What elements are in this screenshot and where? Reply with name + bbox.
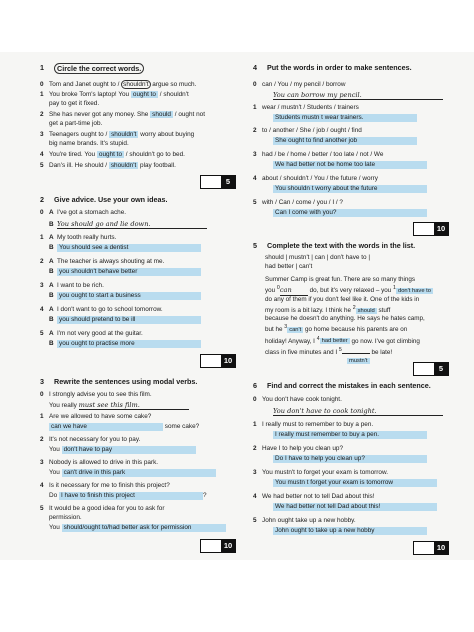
ex4-answer [273, 114, 417, 122]
gap-5[interactable]: mustn't [349, 358, 368, 365]
ex4-item: 5 with / Can / come / you / I / ? [253, 199, 343, 206]
ex1-item: 0 Tom and Janet ought to / shouldn't argue so much. [40, 81, 197, 88]
ex6-score: 10 [434, 542, 448, 554]
ex6-item: 0 You don't have cook tonight. [253, 396, 342, 403]
ex6-item: 1 I really must to remember to buy a pen. [253, 421, 374, 428]
ex3-item: 0 I strongly advise you to see this film. [40, 391, 152, 398]
gap-4[interactable]: had better [321, 337, 348, 344]
ex2-item: 4 A I don't want to go to school tomorrow. [40, 306, 163, 313]
answer-field[interactable]: She ought to find another job [273, 137, 417, 145]
ex2-answer: B you ought to start a business [40, 292, 201, 300]
ex3-answer: can we have some cake? [51, 423, 200, 430]
ex1-score: 5 [221, 176, 235, 188]
ex1-item: 1 You broke Tom's laptop! You ought to / shouldn't [40, 91, 189, 98]
circled-answer[interactable]: shouldn't [110, 162, 137, 169]
ex6-score-box [413, 541, 449, 555]
ex1-item: 2 She has never got any money. She should / ought not [40, 111, 205, 118]
answer-field[interactable]: you should pretend to be ill [57, 316, 201, 324]
ex4-title: Put the words in order to make sentences. [267, 63, 412, 72]
text-line: class in five minutes and I $^5$ be late! [265, 346, 393, 356]
ex5-heading [253, 241, 415, 250]
answer-field[interactable]: I really must remember to buy a pen. [273, 431, 427, 439]
ex2-score: 10 [221, 355, 235, 367]
answer-field[interactable]: Do I have to help you clean up? [273, 455, 427, 463]
ex2-heading [40, 195, 167, 204]
ex4-item: 4 about / shouldn't / You / the future / worry [253, 175, 378, 182]
ex2-item: 3 A I want to be rich. [40, 282, 104, 289]
ex6-item: 4 We had better not to tell Dad about this! [253, 493, 375, 500]
ex3-title: Rewrite the sentences using modal verbs. [54, 377, 198, 386]
ex2-number: 2 [40, 195, 44, 204]
ex4-score: 10 [434, 223, 448, 235]
ex3-answer: Do I have to finish this project ? [49, 492, 207, 499]
ex4-answer [273, 137, 417, 145]
ex1-title: Circle the correct words. [54, 63, 144, 74]
answer-field[interactable]: John ought to take up a new hobby [273, 527, 427, 535]
ex3-answer: You should/ought to/had better ask for permission [49, 524, 226, 532]
ex2-item: 1 A My tooth really hurts. [40, 234, 117, 241]
circled-answer[interactable]: shouldn't [123, 81, 149, 88]
ex3-item: 1 Are we allowed to have some cake? [40, 413, 152, 420]
answer-field[interactable]: you ought to practise more [57, 340, 201, 348]
ex3-number: 3 [40, 377, 44, 386]
ex2-item: 2 A The teacher is always shouting at me. [40, 258, 165, 265]
ex6-title: Find and correct the mistakes in each sentence. [267, 381, 431, 390]
ex2-title: Give advice. Use your own ideas. [54, 195, 168, 204]
ex6-item: 5 John ought take up a new hobby. [253, 517, 356, 524]
text-line: you $^0$can do, but it's very relaxed – you $^1$ don't have to [265, 285, 431, 295]
ex2-answer: B You should go and lie down. [40, 220, 207, 229]
ex6-item: 2 Have I to help you clean up? [253, 445, 344, 452]
answer-field[interactable]: Students mustn t wear trainers. [273, 114, 417, 122]
ex2-item: 5 A I'm not very good at the guitar. [40, 330, 143, 337]
ex1-item: 3 Teenagers ought to / shouldn't worry about buying [40, 131, 195, 138]
ex3-score: 10 [221, 540, 235, 552]
ex6-item: 3 You mustn't to forget your exam is tomorrow. [253, 469, 389, 476]
text-line: but he $^3$can't go home because his parents are on [265, 324, 408, 334]
ex3-answer: You can't drive in this park [49, 469, 216, 477]
word-list: should | mustn't | can | don't have to | [265, 254, 370, 261]
ex4-heading [253, 63, 412, 72]
ex3-answer: You don't have to pay [49, 446, 196, 454]
ex1-item-cont: pay to get it fixed. [49, 100, 100, 107]
ex1-score-box [200, 175, 236, 189]
ex4-item: 2 to / another / She / job / ought / find [253, 127, 362, 134]
ex6-answer [273, 527, 427, 535]
ex4-item: 3 had / be / home / better / too late / not / We [253, 151, 384, 158]
ex1-item-cont: get a part-time job. [49, 120, 103, 127]
ex4-number: 4 [253, 63, 257, 72]
ex2-answer: B you ought to practise more [40, 340, 201, 348]
ex2-score-box [200, 354, 236, 368]
text-line: do any of them if you don't feel like it. One of the kids in [265, 295, 420, 303]
ex1-item-cont: big name brands. It's stupid. [49, 140, 129, 147]
ex6-answer: You don't have to cook tonight. [273, 407, 443, 416]
answer-field[interactable]: don't have to pay [62, 446, 196, 454]
answer-field[interactable]: you shouldn't behave better [57, 268, 201, 276]
ex4-answer [273, 209, 427, 217]
gap-1[interactable]: don't have to [397, 287, 431, 294]
ex4-answer: You can borrow my pencil. [273, 91, 443, 100]
gap-0: can [280, 286, 308, 295]
ex6-answer [273, 431, 427, 439]
ex3-heading [40, 377, 197, 386]
answer-field[interactable]: you ought to start a business [57, 292, 201, 300]
ex4-score-box [413, 222, 449, 236]
ex4-answer [273, 185, 427, 193]
gap-3[interactable]: can't [289, 327, 302, 334]
ex2-answer: B You should see a dentist [40, 244, 201, 252]
ex3-item: 2 It's not necessary for you to pay. [40, 436, 141, 443]
answer-field[interactable]: You mustn t forget your exam is tomorrow [273, 479, 437, 487]
ex3-item: 5 It would be a good idea for you to ask for [40, 505, 165, 512]
ex6-answer [273, 455, 427, 463]
ex6-answer [273, 479, 437, 487]
ex5-text [265, 276, 465, 365]
gap-2[interactable]: should [357, 307, 375, 314]
ex6-answer [273, 503, 437, 511]
ex2-item: 0 A I've got a stomach ache. [40, 209, 127, 216]
ex1-heading [40, 63, 144, 74]
answer-field[interactable]: Can I come with you? [273, 209, 427, 217]
ex3-item: 3 Nobody is allowed to drive in this park. [40, 459, 159, 466]
ex4-item: 0 can / You / my pencil / borrow [253, 81, 346, 88]
text-line: because he doesn't do anything. He says he hates camp, [265, 315, 425, 322]
circled-answer[interactable]: should [152, 111, 171, 118]
answer-field[interactable]: I have to finish this project [59, 492, 203, 500]
ex6-heading [253, 381, 431, 390]
answer-field[interactable]: We had better not be home too late [273, 161, 427, 169]
ex3-item-cont: permission. [49, 514, 82, 521]
answer-field[interactable]: You should see a dentist [57, 244, 201, 252]
ex3-answer: You really must see this film. [49, 401, 189, 410]
ex1-item: 4 You're tired. You ought to / shouldn't go to bed. [40, 151, 185, 158]
ex5-title: Complete the text with the words in the list. [267, 241, 416, 250]
ex1-item: 5 Dan's ill. He should / shouldn't play football. [40, 162, 176, 169]
ex3-item: 4 Is it necessary for me to finish this project? [40, 482, 170, 489]
ex5-number: 5 [253, 241, 257, 250]
text-line: Summer Camp is great fun. There are so many things [265, 276, 416, 283]
answer-field[interactable]: You shouldn t worry about the future [273, 185, 427, 193]
circled-answer[interactable]: shouldn't [111, 131, 137, 138]
ex2-answer: B you should pretend to be ill [40, 316, 201, 324]
ex1-number: 1 [40, 63, 44, 72]
answer-field[interactable]: We had better not tell Dad about this! [273, 503, 437, 511]
ex5-score-box [413, 362, 449, 376]
answer-field[interactable]: should/ought to/had better ask for permission [62, 524, 226, 532]
ex4-item: 1 wear / mustn't / Students / trainers [253, 104, 359, 111]
answer-field[interactable]: can't drive in this park [62, 469, 216, 477]
ex4-answer [273, 161, 427, 169]
ex3-score-box [200, 539, 236, 553]
text-line: holiday! Anyway, I $^4$ had better go now. I've got climbing [265, 335, 420, 345]
ex5-score: 5 [434, 363, 448, 375]
ex6-number: 6 [253, 381, 257, 390]
circled-answer[interactable]: ought to [132, 91, 156, 98]
ex2-answer: B you shouldn't behave better [40, 268, 201, 276]
word-list-cont: had better | can't [265, 263, 313, 270]
text-line: my room is a bit lazy. I think he $^2$should stuff [265, 304, 391, 314]
answer-field[interactable]: can we have [49, 423, 163, 431]
circled-answer[interactable]: ought to [98, 151, 123, 158]
